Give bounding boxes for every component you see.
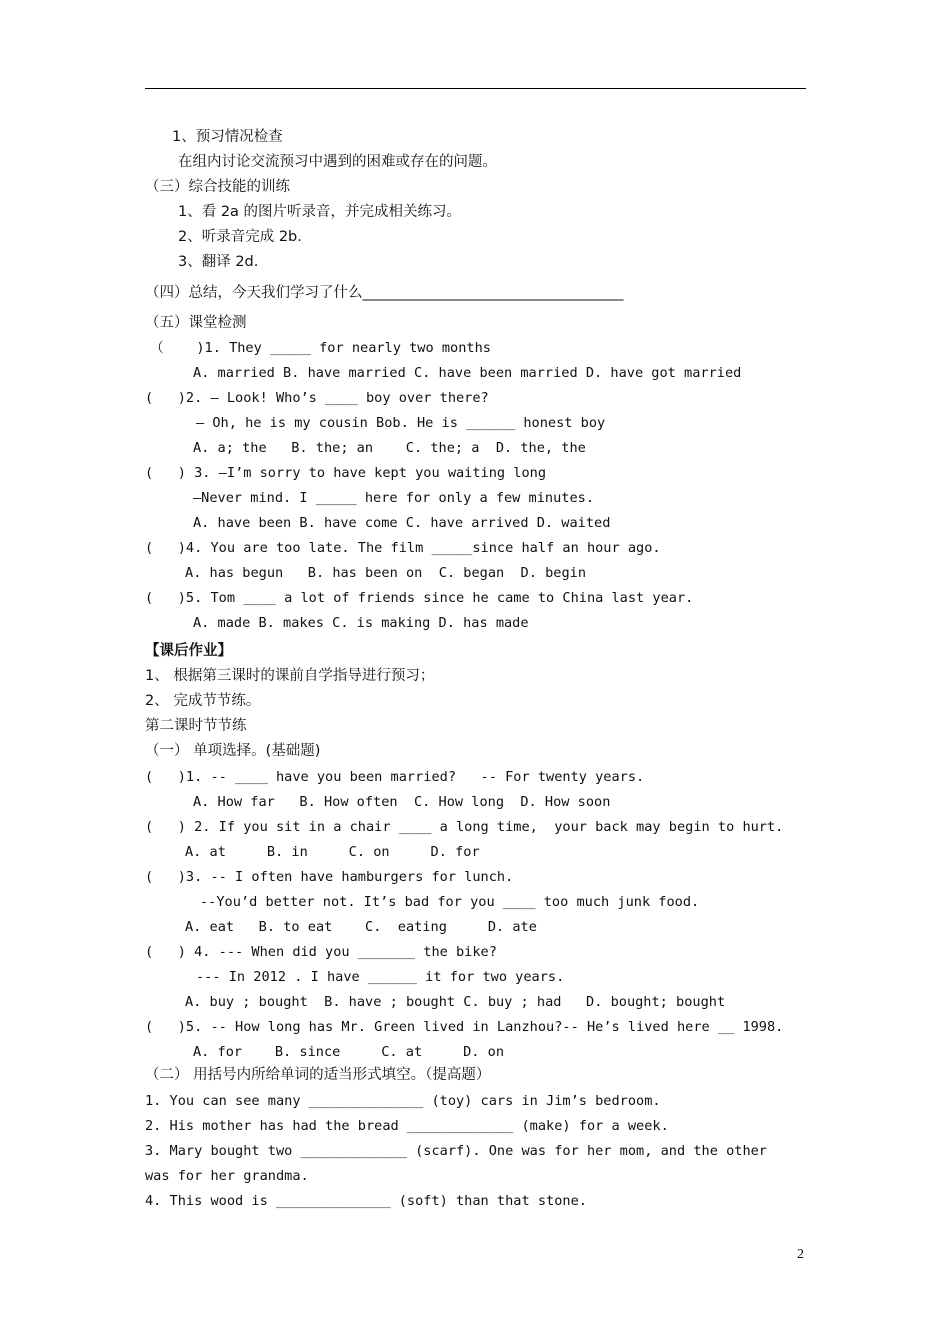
text-line: 2、听录音完成 2b. [178, 229, 302, 245]
text-line: 3. Mary bought two _____________ (scarf). One was for her mom, and the other [145, 1143, 767, 1159]
text-line: A. married B. have married C. have been married D. have got married [193, 365, 742, 381]
text-line: 1、预习情况检查 [172, 129, 283, 145]
text-line: ( ) 4. --- When did you _______ the bike? [145, 944, 497, 960]
text-line: ( )4. You are too late. The film _____since half an hour ago. [145, 540, 661, 556]
text-line: 3、翻译 2d. [178, 254, 259, 270]
text-line: A. has begun B. has been on C. began D. begin [185, 565, 587, 581]
text-line: ( ) 2. If you sit in a chair ____ a long time, your back may begin to hurt. [145, 819, 784, 835]
text-line: A. at B. in C. on D. for [185, 844, 480, 860]
text-line: A. have been B. have come C. have arrived D. waited [193, 515, 611, 531]
text-line: ( ) 3. —I’m sorry to have kept you waiting long [145, 465, 547, 481]
text-line: — Oh, he is my cousin Bob. He is ______ honest boy [196, 415, 606, 431]
text-line: 1、 根据第三课时的课前自学指导进行预习； [145, 668, 435, 684]
text-line: ( )2. — Look! Who’s ____ boy over there? [145, 390, 489, 406]
text-line: —Never mind. I _____ here for only a few minutes. [193, 490, 595, 506]
text-line: 1、看 2a 的图片听录音，并完成相关练习。 [178, 204, 462, 220]
text-line: （四）总结，今天我们学习了什么____________________________________ [145, 285, 624, 301]
text-line: 第二课时节节练 [145, 718, 247, 734]
text-line: --You’d better not. It’s bad for you ____ too much junk food. [200, 894, 700, 910]
text-line: 1. You can see many ______________ (toy) cars in Jim’s bedroom. [145, 1093, 661, 1109]
text-line: ( )5. -- How long has Mr. Green lived in Lanzhou?-- He’s lived here __ 1998. [145, 1019, 784, 1035]
text-line: A. for B. since C. at D. on [193, 1044, 504, 1060]
text-line: 4. This wood is ______________ (soft) than that stone. [145, 1193, 587, 1209]
text-line: （三）综合技能的训练 [145, 179, 290, 195]
text-line: （二） 用括号内所给单词的适当形式填空。（提高题） [145, 1067, 491, 1083]
text-line: A. a; the B. the; an C. the; a D. the, the [193, 440, 586, 456]
text-line: ( )1. -- ____ have you been married? -- For twenty years. [145, 769, 645, 785]
text-line: 2、 完成节节练。 [145, 693, 261, 709]
text-line: was for her grandma. [145, 1168, 309, 1184]
page-number: 2 [797, 1247, 804, 1262]
text-line: （ )1. They _____ for nearly two months [150, 340, 491, 356]
text-line: --- In 2012 . I have ______ it for two years. [196, 969, 565, 985]
text-line: A. How far B. How often C. How long D. How soon [193, 794, 611, 810]
text-line: 在组内讨论交流预习中遇到的困难或存在的问题。 [178, 154, 497, 170]
text-line: ( )3. -- I often have hamburgers for lunch. [145, 869, 514, 885]
text-line: A. made B. makes C. is making D. has made [193, 615, 529, 631]
text-line: （一） 单项选择。(基础题) [145, 743, 321, 759]
text-line: A. eat B. to eat C. eating D. ate [185, 919, 537, 935]
text-line: ( )5. Tom ____ a lot of friends since he came to China last year. [145, 590, 694, 606]
text-line: A. buy ; bought B. have ; bought C. buy ; had D. bought; bought [185, 994, 726, 1010]
text-line: （五）课堂检测 [145, 315, 247, 331]
text-line: 【课后作业】 [145, 643, 232, 659]
text-line: 2. His mother has had the bread _____________ (make) for a week. [145, 1118, 669, 1134]
header-rule [145, 88, 806, 89]
